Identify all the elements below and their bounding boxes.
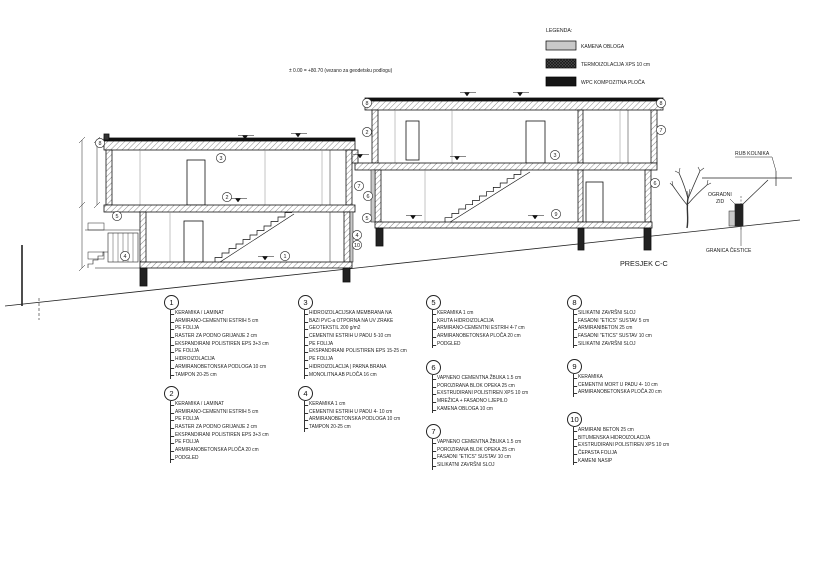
layer-line: GEOTEKSTIL 200 g/m2 — [309, 325, 407, 333]
right-building — [352, 98, 663, 250]
svg-text:8: 8 — [659, 101, 663, 107]
detail-marker — [362, 213, 371, 222]
tree-crown — [670, 167, 711, 199]
foundation — [140, 268, 147, 286]
layer-line: PE FOLIJA — [175, 325, 269, 333]
roof-slab — [365, 101, 663, 110]
upper-door — [187, 160, 205, 205]
floor-slab — [104, 205, 355, 212]
detail-marker — [650, 178, 659, 187]
layer-number-circle: 6 — [426, 360, 441, 375]
svg-text:4: 4 — [123, 254, 127, 260]
layer-number-circle: 8 — [567, 295, 582, 310]
layer-line: KERAMIKA 1 cm — [437, 310, 525, 318]
fence-wall — [735, 204, 743, 226]
layer-line: ARMIRANOBETONSKA PODLOGA 10 cm — [175, 364, 269, 372]
layer-line: SILIKATNI ZAVRŠNI SLOJ — [437, 462, 521, 470]
layer-lines — [170, 401, 284, 463]
layer-lines — [304, 310, 423, 379]
layer-line: CEMENTNI MORT U PADU 4- 10 cm — [578, 382, 662, 390]
layer-line: ARMIRANOBETONSKA PLOČA 20 cm — [437, 333, 525, 341]
svg-text:7: 7 — [659, 128, 663, 134]
layer-lines — [573, 427, 684, 465]
level-markers — [231, 93, 544, 261]
upper-wall-right — [651, 110, 657, 163]
level-marker — [460, 93, 476, 97]
upper-wall-left — [106, 150, 112, 205]
layer-line: PODGLED — [175, 455, 269, 463]
tree — [670, 167, 711, 228]
lower-interior-wall — [578, 170, 583, 222]
roof-slab — [104, 141, 355, 150]
fence-wall-leader — [730, 199, 736, 205]
detail-marker — [656, 125, 665, 134]
layer-line: TAMPON 20-25 cm — [175, 372, 269, 380]
detail-marker — [120, 251, 129, 260]
layer-line: ČEPASTA FOLIJA — [578, 450, 669, 458]
layer-line: ARMIRANI BETON 25 cm — [578, 427, 669, 435]
svg-text:5: 5 — [115, 214, 119, 220]
upper-wall-right — [346, 150, 352, 205]
detail-marker — [280, 251, 289, 260]
roof-wpc-layer — [104, 138, 355, 141]
layer-line: KAMENI NASIP — [578, 458, 669, 466]
upper-window — [406, 121, 419, 160]
legend-swatch-stone-cladding — [546, 41, 576, 50]
layer-line: POROZIRANA BLOK OPEKA 25 cm — [437, 447, 521, 455]
level-marker — [258, 257, 274, 261]
layer-group-7 — [426, 424, 586, 514]
svg-text:3: 3 — [553, 153, 557, 159]
layer-lines — [432, 310, 539, 348]
layer-line: HIDROIZOLACIJSKA MEMBRANA NA — [309, 310, 407, 318]
detail-marker — [354, 181, 363, 190]
layer-line: HIDROIZOLACIJA | PARNA BRANA — [309, 364, 407, 372]
layer-lines — [573, 310, 664, 348]
layer-lines — [573, 374, 675, 397]
layer-line: HIDROIZOLACIJA — [175, 356, 269, 364]
layer-lines — [304, 401, 415, 432]
floor-slab — [355, 163, 657, 170]
level-marker — [291, 134, 307, 138]
foundation — [578, 228, 584, 250]
detail-marker — [216, 153, 225, 162]
svg-text:4: 4 — [355, 233, 359, 239]
layer-line: CEMENTNI ESTRIH U PADU 5-10 cm — [309, 333, 407, 341]
legend-label-wpc-board: WPC KOMPOZITNA PLOČA — [581, 79, 645, 87]
layer-line: ARMIRANIBETON 25 cm — [578, 325, 652, 333]
detail-marker — [95, 138, 104, 147]
level-marker — [450, 157, 466, 161]
layer-line: EKSPANDIRANI POLISTIREN EPS 15-25 cm — [309, 348, 407, 355]
detail-marker — [550, 150, 559, 159]
layer-line: KAMENA OBLOGA 10 cm — [437, 406, 528, 414]
layer-lines — [432, 375, 543, 413]
layer-line: RASTER ZA PODNO GRIJANJE 2 cm — [175, 333, 269, 341]
layer-line: POROZIRANA BLOK OPEKA 25 cm — [437, 383, 528, 391]
layer-number-circle: 10 — [567, 412, 582, 427]
section-title: PRESJEK C-C — [620, 258, 668, 269]
layer-line: FASADNI "ETICS" SUSTAV 10 cm — [578, 333, 652, 340]
dimension-lines-left — [79, 137, 330, 271]
layer-line: BAZI PVC-a OTPORNA NA UV ZRAKE — [309, 318, 407, 326]
legend-swatch-xps-hatch — [546, 59, 576, 68]
detail-marker — [551, 209, 560, 218]
layer-number-circle: 2 — [164, 386, 179, 401]
tree-branch — [688, 171, 700, 199]
layer-line: ARMIRANOBETONSKA PODLOGA 10 cm — [309, 416, 401, 423]
detail-marker — [112, 211, 121, 220]
foundation — [376, 228, 383, 246]
layer-line: PODGLED — [437, 341, 525, 349]
fence-wall-label-line2: ZID — [716, 198, 725, 206]
upper-interior-wall — [578, 110, 583, 163]
road-slope — [743, 180, 768, 204]
svg-text:2: 2 — [365, 130, 369, 136]
level-marker — [513, 93, 529, 97]
road-edge-label: RUB KOLNIKA — [735, 150, 770, 158]
level-marker — [528, 216, 544, 220]
layer-line: SILIKATNI ZAVRŠNI SLOJ — [578, 341, 652, 349]
entrance-stair — [85, 223, 140, 268]
lower-door — [184, 221, 203, 262]
layer-line: KERAMIKA / LAMINAT — [175, 310, 269, 318]
legend-swatch-wpc-board — [546, 77, 576, 86]
layer-line: PE FOLIJA — [175, 348, 269, 356]
upper-stair-stringer — [447, 172, 530, 224]
fence-wall-cladding — [729, 211, 735, 226]
layer-line: ARMIRANO-CEMENTNI ESTRIH 4-7 cm — [437, 325, 525, 332]
layer-line: VAPNENO CEMENTNA ŽBUKA 1.5 cm — [437, 375, 528, 383]
upper-wall-left — [372, 110, 378, 163]
legend-label-stone-cladding: KAMENA OBLOGA — [581, 43, 625, 51]
layer-line: PE FOLIJA — [175, 416, 269, 424]
foundation — [343, 268, 350, 282]
layer-lines — [432, 439, 535, 470]
layer-line: MONOLITNA AB PLOČA 16 cm — [309, 372, 407, 380]
upper-staircase — [445, 170, 528, 222]
layer-line: TAMPON 20-25 cm — [309, 424, 400, 432]
layer-line: FASADNI "ETICS" SUSTAV 5 cm — [578, 318, 652, 326]
layer-line: PE FOLIJA — [309, 341, 407, 349]
lower-wall-right — [645, 170, 651, 222]
parapet-left — [104, 134, 109, 140]
svg-text:6: 6 — [653, 181, 657, 187]
detail-marker — [362, 127, 371, 136]
detail-marker — [352, 230, 361, 239]
tree-branch — [688, 185, 707, 204]
legend-title: LEGENDA: — [546, 27, 573, 35]
lower-wall-left — [140, 212, 146, 262]
plot-boundary-label: GRANICA ČESTICE — [706, 247, 752, 255]
level-box — [88, 223, 104, 230]
layer-number-circle: 5 — [426, 295, 441, 310]
layer-line: SILIKATNI ZAVRŠNI SLOJ — [578, 310, 652, 318]
exterior-steps — [88, 252, 108, 268]
tree-branch — [673, 186, 688, 206]
lower-door — [586, 182, 603, 222]
svg-text:5: 5 — [365, 216, 369, 222]
layer-number-circle: 9 — [567, 359, 582, 374]
detail-marker — [363, 191, 372, 200]
layer-line: ARMIRANO-CEMENTNI ESTRIH 5 cm — [175, 318, 269, 326]
layer-line: ARMIRANOBETONSKA PLOČA 20 cm — [175, 447, 269, 455]
detail-marker — [352, 240, 361, 249]
svg-text:8: 8 — [98, 141, 102, 147]
level-box — [88, 252, 104, 259]
svg-text:9: 9 — [554, 212, 558, 218]
tree-branch — [679, 173, 688, 199]
layer-line: CEMENTNI ESTRIH U PADU 4- 10 cm — [309, 409, 400, 417]
level-marker — [406, 216, 422, 220]
layer-line: RASTER ZA PODNO GRIJANJE 2 cm — [175, 424, 269, 432]
layer-line: EXSTRUDIRANI POLISTIREN XPS 10 cm — [437, 390, 529, 397]
fence-wall-label-line1: OGRADNI — [708, 191, 732, 199]
layer-number-circle: 4 — [298, 386, 313, 401]
elevation-note: ± 0.00 = +80.70 (vezano za geodetsku podlogu) — [289, 67, 393, 75]
layer-line: EXSTRUDIRANI POLISTIREN XPS 10 cm — [578, 442, 670, 449]
legend-label-xps-insulation: TERMOIZOLACIJA XPS 10 cm — [581, 61, 651, 69]
layer-line: KERAMIKA / LAMINAT — [175, 401, 269, 409]
detail-marker — [656, 98, 665, 107]
layer-group-10 — [567, 412, 727, 502]
layer-line: VAPNENO CEMENTNA ŽBUKA 1.5 cm — [437, 439, 522, 445]
layer-number-circle: 3 — [298, 295, 313, 310]
svg-text:1: 1 — [283, 254, 287, 260]
svg-text:8: 8 — [365, 101, 369, 107]
ground-slab — [375, 222, 652, 228]
layer-number-circle: 1 — [164, 295, 179, 310]
legend — [546, 28, 651, 86]
roof-wpc-layer — [365, 98, 663, 101]
svg-text:6: 6 — [366, 194, 370, 200]
svg-text:2: 2 — [225, 195, 229, 201]
svg-text:3: 3 — [219, 156, 223, 162]
layer-line: PE FOLIJA — [309, 356, 407, 364]
svg-text:7: 7 — [357, 184, 361, 190]
road-edge-leader — [735, 157, 776, 171]
layer-line: ARMIRANOBETONSKA PLOČA 20 cm — [578, 389, 662, 396]
layer-line: EKSPANDIRANI POLISTIREN EPS 3+3 cm — [175, 340, 269, 347]
layer-line: MREŽICA + FASADNO LJEPILO — [437, 398, 528, 406]
ground-slab — [140, 262, 352, 268]
layer-line: KRUTA HIDROIZOLACIJA — [437, 318, 525, 326]
link-wall — [352, 150, 358, 163]
lower-wall-left — [375, 170, 381, 222]
layer-number-circle: 7 — [426, 424, 441, 439]
tree-trunk — [687, 198, 688, 228]
layer-line: KERAMIKA 1 cm — [309, 401, 400, 409]
layer-line: KERAMIKA — [578, 374, 662, 382]
foundation — [644, 228, 651, 250]
lower-wall-right — [344, 212, 350, 262]
layer-line: ARMIRANO-CEMENTNI ESTRIH 5 cm — [175, 409, 269, 417]
layer-lines — [170, 310, 284, 379]
layer-line: FASADNI "ETICS" SUSTAV 10 cm — [437, 454, 521, 462]
layer-line: EKSPANDIRANI POLISTIREN EPS 3+3 cm — [175, 431, 269, 438]
upper-door — [526, 121, 545, 163]
layer-line: PE FOLIJA — [175, 439, 269, 447]
svg-text:10: 10 — [354, 243, 360, 249]
layer-line: BITUMENSKA HIDROIZOLACIJA — [578, 435, 669, 443]
detail-marker — [362, 98, 371, 107]
detail-marker — [222, 192, 231, 201]
level-marker — [231, 199, 247, 203]
